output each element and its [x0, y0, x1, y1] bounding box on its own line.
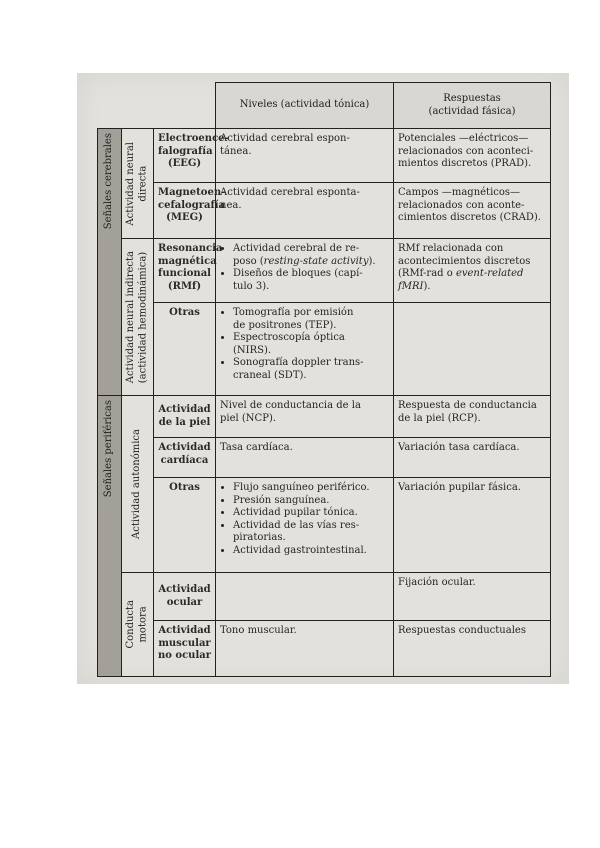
- row-piel: [98, 396, 551, 438]
- otras-periferica-item: • Actividad de las vías res- piratorias.: [233, 520, 389, 545]
- muscular-tonic: Tono muscular.: [216, 621, 394, 677]
- header-row: [98, 83, 551, 129]
- rmf-phasic: RMf relacionada con acontecimientos discretos (RMf-rad o event-related fMRI).: [394, 239, 551, 303]
- rmf-tonic-item: • Actividad cerebral de re- poso (resting-state activity).: [233, 243, 389, 268]
- otras-cerebral-item: • Sonografía doppler trans- craneal (SDT).: [233, 357, 389, 382]
- otras-periferica-item: • Presión sanguínea.: [233, 495, 389, 508]
- muscular-phasic: Respuestas conductuales: [394, 621, 551, 677]
- eeg-phasic: Potenciales —eléctricos— relacionados con aconteci- mientos discretos (PRAD).: [394, 129, 551, 183]
- label-piel: Actividad de la piel: [154, 396, 216, 438]
- ocular-phasic: Fijación ocular.: [394, 573, 551, 621]
- row-eeg: [98, 129, 551, 183]
- subgroup-autonomic: Actividad autonómica: [122, 396, 154, 573]
- rmf-tonic: [216, 239, 394, 303]
- row-rmf: [98, 239, 551, 303]
- rmf-tonic-item: • Diseños de bloques (capí- tulo 3).: [233, 268, 389, 293]
- otras-periferica-item: • Actividad gastrointestinal.: [233, 545, 389, 558]
- subgroup-motor: Conducta motora: [122, 573, 154, 677]
- row-otras-periferica: [98, 478, 551, 573]
- signals-table: [97, 82, 551, 677]
- header-tonic: Niveles (actividad tónica): [216, 83, 394, 129]
- ocular-tonic: [216, 573, 394, 621]
- row-ocular: [98, 573, 551, 621]
- otras-periferica-item: • Actividad pupilar tónica.: [233, 507, 389, 520]
- label-rmf: Resonancia magnética funcional (RMf): [154, 239, 216, 303]
- meg-phasic: Campos —magnéticos— relacionados con aconte- cimientos discretos (CRAD).: [394, 183, 551, 239]
- otras-periferica-phasic: Variación pupilar fásica.: [394, 478, 551, 573]
- otras-cerebral-phasic: [394, 303, 551, 396]
- otras-periferica-tonic: [216, 478, 394, 573]
- otras-cerebral-item: • Tomografía por emisión de positrones (TEP).: [233, 307, 389, 332]
- eeg-tonic: Actividad cerebral espon- tánea.: [216, 129, 394, 183]
- group-cerebral: Señales cerebrales: [98, 129, 122, 396]
- meg-tonic: Actividad cerebral esponta- nea.: [216, 183, 394, 239]
- subgroup-direct: Actividad neural directa: [122, 129, 154, 239]
- label-muscular: Actividad muscular no ocular: [154, 621, 216, 677]
- piel-phasic: Respuesta de conductancia de la piel (RCP).: [394, 396, 551, 438]
- otras-cerebral-item: • Espectroscopía óptica (NIRS).: [233, 332, 389, 357]
- otras-cerebral-tonic: [216, 303, 394, 396]
- row-otras-cerebral: [98, 303, 551, 396]
- label-otras-cerebral: Otras: [154, 303, 216, 396]
- group-peripheral: Señales periféricas: [98, 396, 122, 677]
- cardiaca-tonic: Tasa cardíaca.: [216, 438, 394, 478]
- label-eeg: Electroence- falografía (EEG): [154, 129, 216, 183]
- piel-tonic: Nivel de conductancia de la piel (NCP).: [216, 396, 394, 438]
- row-cardiaca: [98, 438, 551, 478]
- label-otras-periferica: Otras: [154, 478, 216, 573]
- header-phasic: Respuestas (actividad fásica): [394, 83, 551, 129]
- corner-empty: [98, 83, 216, 129]
- label-meg: Magnetoen- cefalografía (MEG): [154, 183, 216, 239]
- subgroup-indirect: Actividad neural indirecta (actividad hemodinámica): [122, 239, 154, 396]
- cardiaca-phasic: Variación tasa cardíaca.: [394, 438, 551, 478]
- row-meg: [98, 183, 551, 239]
- otras-periferica-item: • Flujo sanguíneo periférico.: [233, 482, 389, 495]
- row-muscular: [98, 621, 551, 677]
- label-cardiaca: Actividad cardíaca: [154, 438, 216, 478]
- label-ocular: Actividad ocular: [154, 573, 216, 621]
